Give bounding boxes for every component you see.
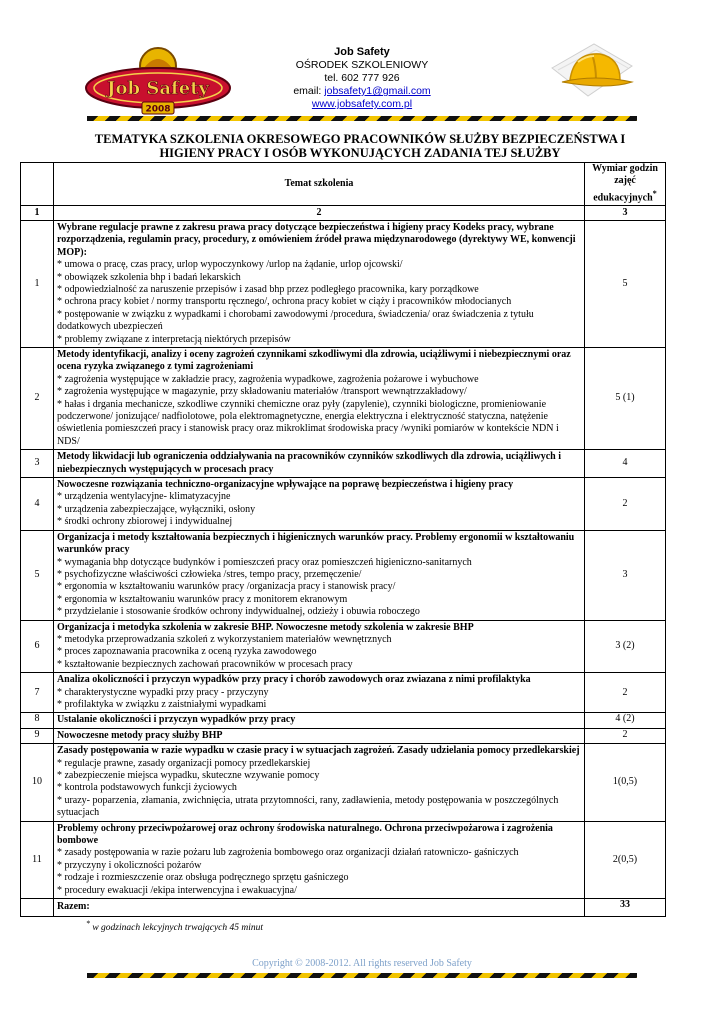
topic-item: * ergonomia w kształtowaniu warunków pracy z monitorem ekranowym [56, 593, 348, 605]
topic-item: * zabezpieczenie miejsca wypadku, skuteczne wzywanie pomocy [56, 770, 320, 782]
row-topic [53, 728, 584, 743]
topic-item: * charakterystyczne wypadki przy pracy - przyczyny [56, 686, 269, 698]
total-hours: 33 [585, 899, 666, 917]
company-subtitle: OŚRODEK SZKOLENIOWY [295, 59, 429, 71]
topic-item: * umowa o pracę, czas pracy, urlop wypoczynkowy /urlop na żądanie, urlop ojcowski/ [56, 259, 403, 271]
topic-title: Metody likwidacji lub ograniczenia oddziaływania na pracowników czynników szkodliwych dla zdrowia, uciążliwych i niebezpiecznych występujących w procesach pracy [56, 451, 561, 475]
training-topics-table [20, 162, 666, 917]
row-hours: 2 [585, 478, 666, 531]
row-topic [53, 713, 584, 728]
topic-item: * ergonomia w kształtowaniu warunków pracy /organizacja pracy i stanowisk pracy/ [56, 581, 396, 593]
topic-title: Metody identyfikacji, analizy i oceny zagrożeń czynnikami szkodliwymi dla zdrowia, uciążliwymi i niebezpiecznymi oraz ocena ryzyka związanego z tymi zagrożeniami [56, 349, 571, 373]
row-topic [53, 450, 584, 478]
topic-item: * przydzielanie i stosowanie środków ochrony indywidualnej, odzieży i obuwia roboczego [56, 606, 420, 618]
row-number: 6 [21, 620, 54, 673]
row-number: 2 [21, 348, 54, 450]
contact-block [262, 46, 462, 111]
topic-item: * regulacje prawne, zasady organizacji pomocy przedlekarskiej [56, 757, 311, 769]
topic-item: * problemy związane z interpretacją niektórych przepisów [56, 333, 291, 345]
row-hours: 2(0,5) [585, 821, 666, 898]
email-label: email: [293, 85, 325, 97]
topic-item: * ochrona pracy kobiet / normy transportu ręcznego/, ochrona pracy kobiet w ciąży i pracowników młodocianych [56, 296, 512, 308]
table-row [21, 620, 666, 673]
logo-text: Job Safety [106, 78, 210, 99]
table-row [21, 728, 666, 743]
topic-item: * urządzenia zabezpieczające, wyłączniki, osłony [56, 503, 256, 515]
hard-hat-icon [548, 40, 636, 106]
row-number: 11 [21, 821, 54, 898]
topic-title: Organizacja i metody kształtowania bezpiecznych i higienicznych warunków pracy. Problemy ergonomii w kształtowaniu warunków pracy [56, 531, 575, 556]
row-hours: 2 [585, 728, 666, 743]
row-hours: 4 (2) [585, 713, 666, 728]
header-no-cell [21, 163, 54, 206]
topic-item: * zasady postępowania w razie pożaru lub zagrożenia bombowego oraz organizacji działań ratowniczo- gaśniczych [56, 847, 519, 859]
table-row [21, 821, 666, 898]
row-number: 1 [21, 220, 54, 347]
hazard-stripe-top [87, 116, 637, 121]
row-number: 7 [21, 673, 54, 713]
total-row [21, 899, 666, 917]
footnote [86, 919, 263, 933]
topic-item: * procedury ewakuacji /ekipa interwencyjna i ewakuacyjna/ [56, 884, 297, 896]
header-hours-mark: * [652, 188, 657, 198]
row-hours: 5 [585, 220, 666, 347]
job-safety-logo [84, 44, 232, 116]
row-topic [53, 673, 584, 713]
row-topic [53, 478, 584, 531]
logo-year: 2008 [145, 104, 171, 115]
topic-item: * wymagania bhp dotyczące budynków i pomieszczeń pracy oraz pomieszczeń higieniczno-sanitarnych [56, 556, 472, 568]
title-line-2: HIGIENY PRACY I OSÓB WYKONUJĄCYCH ZADANIA TEJ SŁUŻBY [159, 146, 561, 160]
email-line [262, 85, 462, 98]
topic-item: * psychofizyczne właściwości człowieka /stres, tempo pracy, przemęczenie/ [56, 568, 362, 580]
hazard-stripe-bottom [87, 973, 637, 978]
page-header [0, 0, 724, 120]
website-link[interactable]: www.jobsafety.com.pl [311, 98, 413, 110]
row-hours: 1(0,5) [585, 744, 666, 821]
topic-title: Analiza okoliczności i przyczyn wypadków przy pracy i chorób zawodowych oraz zwiazana z nimi profilaktyka [56, 674, 531, 686]
table-row [21, 478, 666, 531]
topic-item: * kształtowanie bezpiecznych zachowań pracowników w procesach pracy [56, 658, 353, 670]
row-hours: 3 [585, 530, 666, 620]
table-column-numbers-row [21, 205, 666, 220]
row-topic [53, 530, 584, 620]
total-label: Razem: [53, 899, 584, 917]
total-no-cell [21, 899, 54, 917]
document-title [40, 132, 680, 160]
header-hours-label: Wymiar godzin zajęć edukacyjnych [592, 163, 658, 204]
row-number: 4 [21, 478, 54, 531]
table-row [21, 673, 666, 713]
table-header-row [21, 163, 666, 206]
table-body [21, 220, 666, 898]
topic-title: Nowoczesne rozwiązania techniczno-organizacyjne wpływające na poprawę bezpieczeństwa i higieny pracy [56, 479, 514, 491]
topic-title: Organizacja i metodyka szkolenia w zakresie BHP. Nowoczesne metody szkolenia w zakresie BHP [56, 621, 474, 633]
row-number: 10 [21, 744, 54, 821]
topic-title: Problemy ochrony przeciwpożarowej oraz ochrony środowiska naturalnego. Ochrona przeciwpożarowa i zagrożenia bombowe [56, 822, 553, 847]
topic-item: * kontrola podstawowych funkcji życiowych [56, 782, 237, 794]
row-topic [53, 348, 584, 450]
topic-item: * proces zapoznawania pracownika z oceną ryzyka zawodowego [56, 646, 317, 658]
topic-item: * urządzenia wentylacyjne- klimatyzacyjne [56, 491, 231, 503]
row-hours: 5 (1) [585, 348, 666, 450]
topic-item: * postępowanie w związku z wypadkami i chorobami zawodowymi /procedura, świadczenia/ oraz świadczenia z tytułu dodatkowych ubezpieczeń [56, 308, 534, 333]
row-topic [53, 620, 584, 673]
row-hours: 4 [585, 450, 666, 478]
topic-item: * zagrożenia występujące w magazynie, przy składowaniu materiałów /transport wewnątrzzakładowy/ [56, 386, 467, 398]
footnote-text: w godzinach lekcyjnych trwających 45 minut [89, 923, 264, 934]
row-hours: 2 [585, 673, 666, 713]
footnote-mark: * [86, 919, 90, 928]
table-row [21, 744, 666, 821]
topic-item: * rodzaje i rozmieszczenie oraz obsługa podręcznego sprzętu gaśniczego [56, 872, 349, 884]
topic-item: * przyczyny i okoliczności pożarów [56, 859, 202, 871]
table-row [21, 348, 666, 450]
topic-title: Zasady postępowania w razie wypadku w czasie pracy i w sytuacjach zagrożeń. Zasady udzielania pomocy przedlekarskiej [56, 745, 580, 757]
row-number: 3 [21, 450, 54, 478]
row-hours: 3 (2) [585, 620, 666, 673]
topic-item: * hałas i drgania mechanicze, szkodliwe czynniki chemiczne oraz pyły (zapylenie), czynniki biologiczne, promieniowanie podczerwone/ jonizujące/ nadfiolotowe, pola elektromagnetyczne, energia elektryczna i elektryczność statyczna, natężenie oświetlenia pomieszczeń pracy i stanowisk pracy oraz mikroklimat środowiska pracy /wyniki pomiarów w kontekście NDN i NDS/ [56, 398, 559, 447]
email-link[interactable]: jobsafety1@gmail.com [324, 85, 431, 97]
topic-item: * odpowiedzialność za naruszenie przepisów i zasad bhp przez podległego pracownika, kary porządkowe [56, 283, 479, 295]
topic-item: * urazy- poparzenia, złamania, zwichnięcia, utrata przytomności, rany, zadławienia, metody postępowania w poszczególnych sytuacjach [56, 794, 559, 819]
topic-item: * metodyka przeprowadzania szkoleń z wykorzystaniem materiałów wewnętrznych [56, 633, 392, 645]
col-number-2: 2 [53, 205, 584, 220]
row-topic [53, 744, 584, 821]
table-row [21, 713, 666, 728]
title-line-1: TEMATYKA SZKOLENIA OKRESOWEGO PRACOWNIKÓW SŁUŻBY BEZPIECZEŃSTWA I [94, 132, 626, 146]
topic-title: Wybrane regulacje prawne z zakresu prawa pracy dotyczące bezpieczeństwa i higieny pracy Kodeks pracy, wybrane rozporządzenia, regulamin pracy, procedury, z omówieniem źródeł prawa międzynarodowego (dyrektywy WE, konwencji MOP): [56, 221, 576, 258]
topic-item: * środki ochrony zbiorowej i indywidualnej [56, 516, 233, 528]
col-number-3: 3 [585, 205, 666, 220]
topic-item: * profilaktyka w związku z zaistniałymi wypadkami [56, 698, 267, 710]
topic-title: Nowoczesne metody pracy służby BHP [56, 729, 223, 741]
row-number: 9 [21, 728, 54, 743]
topic-title: Ustalanie okoliczności i przyczyn wypadków przy pracy [56, 714, 296, 726]
row-number: 5 [21, 530, 54, 620]
row-topic [53, 220, 584, 347]
phone: tel. 602 777 926 [324, 72, 400, 84]
copyright: Copyright © 2008-2012. All rights reserved Job Safety [252, 958, 472, 969]
topic-item: * zagrożenia występujące w zakładzie pracy, zagrożenia wypadkowe, zagrożenia pożarowe i wybuchowe [56, 373, 479, 385]
row-number: 8 [21, 713, 54, 728]
table-row [21, 530, 666, 620]
table-row [21, 220, 666, 347]
header-hours [585, 163, 666, 206]
col-number-1: 1 [21, 205, 54, 220]
company-name: Job Safety [334, 46, 390, 58]
table-row [21, 450, 666, 478]
row-topic [53, 821, 584, 898]
topic-item: * obowiązek szkolenia bhp i badań lekarskich [56, 271, 241, 283]
header-topic: Temat szkolenia [53, 163, 584, 206]
